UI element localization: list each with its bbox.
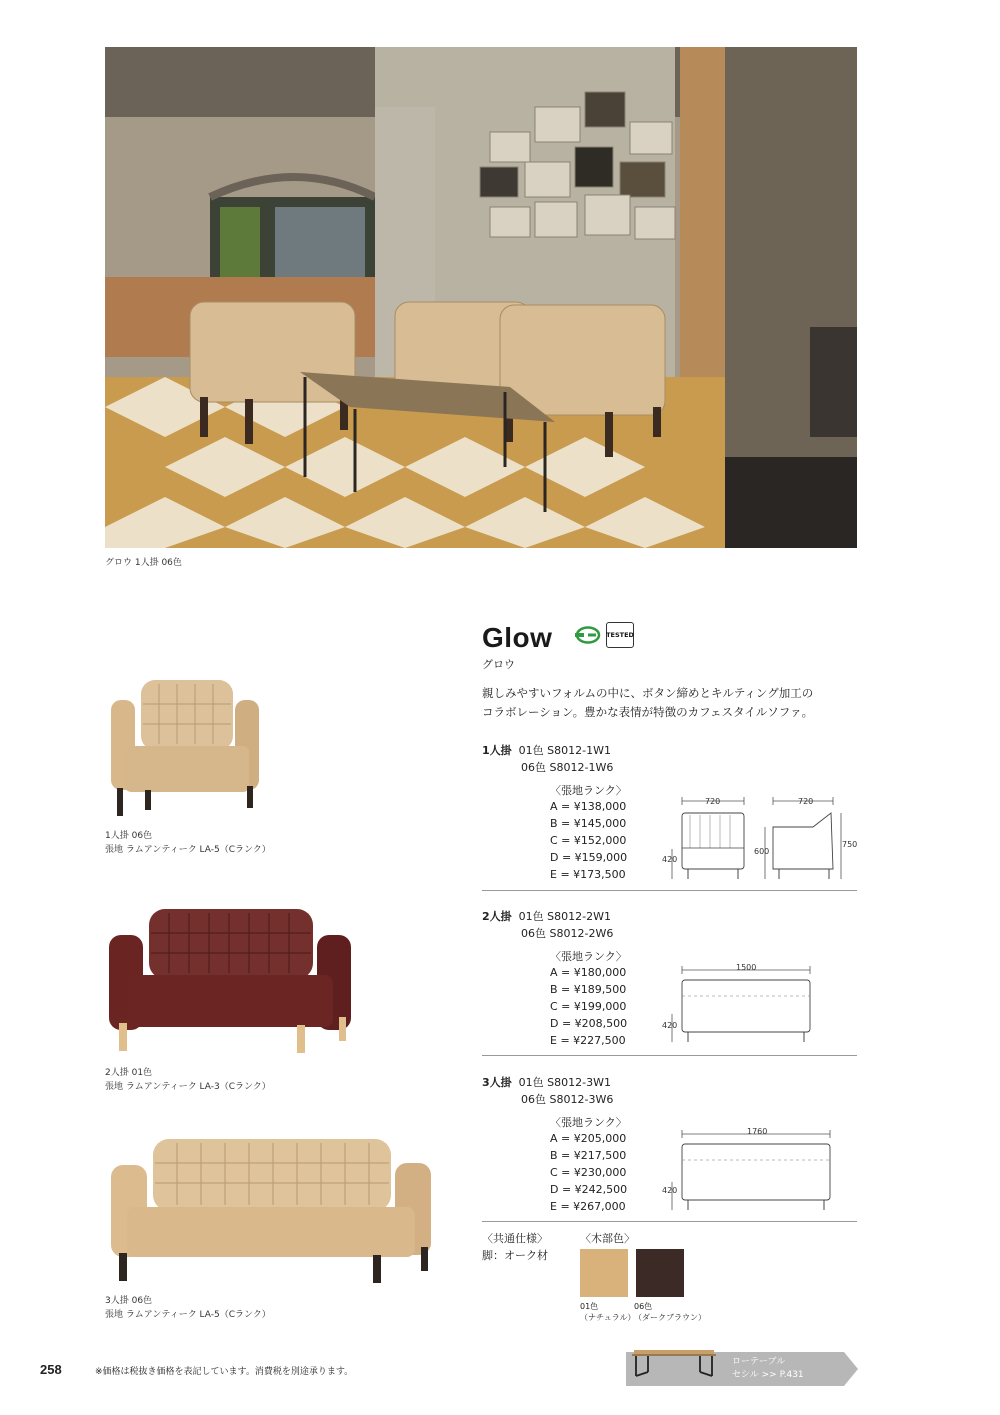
model-code: 06色 S8012-2W6 bbox=[521, 927, 614, 940]
wood-title: 〈木部色〉 bbox=[580, 1232, 635, 1245]
price-e: E = ¥267,000 bbox=[550, 1200, 626, 1213]
model-1-seater bbox=[482, 742, 613, 776]
dim-width: 720 bbox=[705, 797, 721, 806]
price-e: E = ¥227,500 bbox=[550, 1034, 626, 1047]
one-seater-side-drawing bbox=[755, 793, 850, 883]
price-d: D = ¥159,000 bbox=[550, 851, 628, 864]
dim-width: 1500 bbox=[736, 963, 757, 972]
dim-width: 1760 bbox=[747, 1127, 768, 1136]
rank-title: 〈張地ランク〉 bbox=[550, 950, 627, 963]
description-line: コラボレーション。豊かな表情が特徴のカフェスタイルソファ。 bbox=[482, 705, 814, 719]
hero-caption: グロウ 1人掛 06色 bbox=[105, 558, 182, 568]
wood-label-dark-brown bbox=[634, 1301, 706, 1323]
price-c: C = ¥199,000 bbox=[550, 1000, 627, 1013]
dim-seat-height: 420 bbox=[662, 1021, 678, 1030]
model-code: 06色 S8012-1W6 bbox=[521, 761, 614, 774]
link-text bbox=[732, 1356, 804, 1382]
price-e: E = ¥173,500 bbox=[550, 868, 626, 881]
three-seater-drawing bbox=[660, 1126, 840, 1216]
product-name-jp: グロウ bbox=[482, 658, 515, 671]
price-d: D = ¥242,500 bbox=[550, 1183, 628, 1196]
price-c: C = ¥152,000 bbox=[550, 834, 627, 847]
low-table-link[interactable] bbox=[626, 1352, 858, 1386]
model-3-seater bbox=[482, 1074, 613, 1108]
wood-code: 01色 bbox=[580, 1302, 599, 1311]
model-code: 01色 S8012-2W1 bbox=[518, 910, 611, 923]
spec-legs: 脚：オーク材 bbox=[482, 1249, 548, 1262]
hero-photo bbox=[105, 47, 857, 548]
price-b: B = ¥189,500 bbox=[550, 983, 627, 996]
description-line: 親しみやすいフォルムの中に、ボタン締めとキルティング加工の bbox=[482, 686, 814, 700]
price-list bbox=[550, 798, 627, 883]
price-b: B = ¥217,500 bbox=[550, 1149, 627, 1162]
dim-seat-height: 420 bbox=[662, 855, 678, 864]
wood-code: 06色 bbox=[634, 1302, 653, 1311]
model-size: 3人掛 bbox=[482, 1076, 512, 1089]
model-size: 2人掛 bbox=[482, 910, 512, 923]
dim-arm-height: 600 bbox=[754, 847, 770, 856]
price-list bbox=[550, 964, 627, 1049]
wood-label-natural bbox=[580, 1301, 636, 1323]
price-c: C = ¥230,000 bbox=[550, 1166, 627, 1179]
low-table-icon bbox=[630, 1344, 718, 1380]
three-seater-caption bbox=[105, 1294, 271, 1322]
spec-title: 〈共通仕様〉 bbox=[482, 1232, 548, 1245]
divider bbox=[482, 890, 857, 891]
dim-seat-height: 420 bbox=[662, 1186, 678, 1195]
caption-line: 3人掛 06色 bbox=[105, 1296, 153, 1306]
dim-depth: 720 bbox=[798, 797, 814, 806]
price-d: D = ¥208,500 bbox=[550, 1017, 628, 1030]
caption-line: 張地 ラムアンティーク LA-3（Cランク） bbox=[105, 1082, 271, 1092]
product-description bbox=[482, 684, 813, 722]
tax-note: ※価格は税抜き価格を表記しています。消費税を別途承ります。 bbox=[95, 1367, 354, 1377]
page-number: 258 bbox=[40, 1362, 62, 1377]
two-seater-caption bbox=[105, 1066, 271, 1094]
caption-line: 張地 ラムアンティーク LA-5（Cランク） bbox=[105, 1310, 271, 1320]
model-code: 01色 S8012-3W1 bbox=[518, 1076, 611, 1089]
price-list bbox=[550, 1130, 627, 1215]
rank-title: 〈張地ランク〉 bbox=[550, 1116, 627, 1129]
price-a: A = ¥138,000 bbox=[550, 800, 627, 813]
product-title: Glow bbox=[482, 622, 553, 653]
rank-title: 〈張地ランク〉 bbox=[550, 784, 627, 797]
caption-line: 張地 ラムアンティーク LA-5（Cランク） bbox=[105, 845, 271, 855]
one-seater-front-drawing bbox=[660, 793, 755, 883]
three-seater-photo bbox=[105, 1137, 435, 1285]
one-seater-caption bbox=[105, 829, 271, 857]
model-code: 06色 S8012-3W6 bbox=[521, 1093, 614, 1106]
model-size: 1人掛 bbox=[482, 744, 512, 757]
caption-line: 1人掛 06色 bbox=[105, 831, 153, 841]
dim-total-height: 750 bbox=[842, 840, 858, 849]
caption-line: 2人掛 01色 bbox=[105, 1068, 153, 1078]
one-seater-photo bbox=[105, 678, 265, 818]
divider bbox=[482, 1221, 857, 1222]
model-code: 01色 S8012-1W1 bbox=[518, 744, 611, 757]
price-a: A = ¥205,000 bbox=[550, 1132, 627, 1145]
two-seater-drawing bbox=[660, 962, 825, 1047]
wood-swatch-dark-brown bbox=[636, 1249, 684, 1297]
two-seater-photo bbox=[105, 905, 355, 1053]
tested-badge: TESTED bbox=[606, 622, 634, 648]
link-line1: ローテーブル bbox=[732, 1357, 786, 1367]
link-line2: セシル >> P.431 bbox=[732, 1370, 804, 1380]
price-b: B = ¥145,000 bbox=[550, 817, 627, 830]
wood-name: （ナチュラル） bbox=[580, 1313, 636, 1322]
wood-swatch-natural bbox=[580, 1249, 628, 1297]
model-2-seater bbox=[482, 908, 613, 942]
wood-name: （ダークブラウン） bbox=[634, 1313, 706, 1322]
green-g-mark-icon bbox=[575, 626, 601, 644]
price-a: A = ¥180,000 bbox=[550, 966, 627, 979]
divider bbox=[482, 1055, 857, 1056]
